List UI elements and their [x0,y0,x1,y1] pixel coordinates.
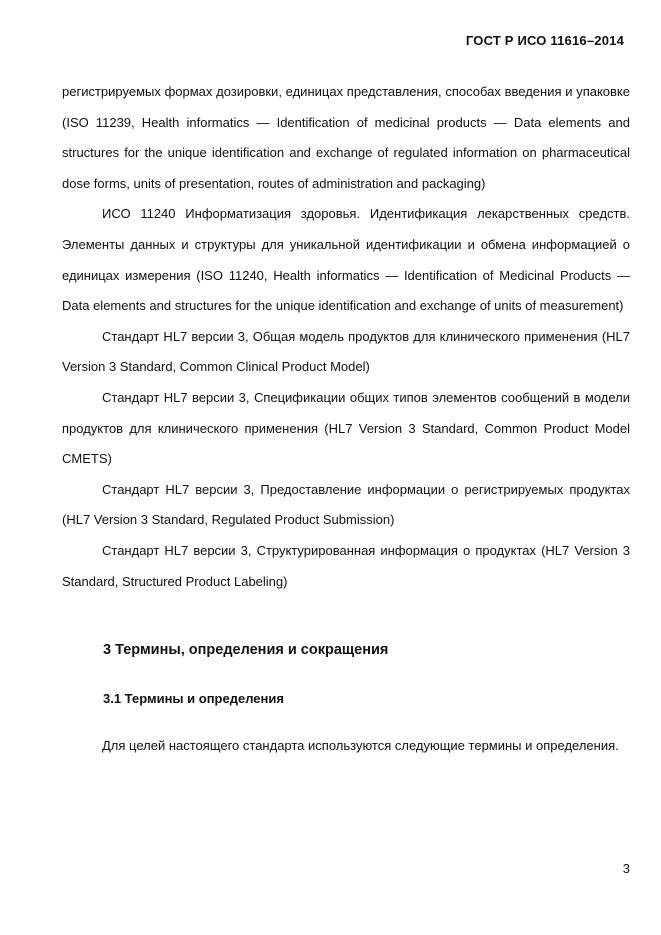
subsection-heading: 3.1 Термины и определения [103,691,284,706]
page-number: 3 [622,861,630,876]
paragraph-hl7-common-clinical-product-model: Стандарт HL7 версии 3, Общая модель продуктов для клинического применения (HL7 Version 3 Standard, Common Clinical Product Model) [62,328,630,375]
normative-references-body [62,77,630,597]
terms-intro-body [62,731,630,761]
paragraph-iso-11240: ИСО 11240 Информатизация здоровья. Идентификация лекарственных средств. Элементы данных и структуры для уникальной идентификации и обмена информацией о единицах измерения (ISO 11240, Health informatics — Identification of Medicinal Products — Data elements and structures for the unique identification and exchange of units of measurement) [62,206,630,314]
paragraph-hl7-regulated-product-submission: Стандарт HL7 версии 3, Предоставление информации о регистрируемых продуктах (HL7 Version 3 Standard, Regulated Product Submission) [62,481,630,528]
standard-header: ГОСТ Р ИСО 11616–2014 [465,33,624,48]
section-heading: 3 Термины, определения и сокращения [103,642,389,658]
paragraph-hl7-structured-product-labeling: Стандарт HL7 версии 3, Структурированная информация о продуктах (HL7 Version 3 Standard, Structured Product Labeling) [62,542,630,589]
paragraph-iso-11239-continuation: регистрируемых формах дозировки, единицах представления, способах введения и упаковке (ISO 11239, Health informatics — Identification of medicinal products — Data elements and structures for the unique identification and exchange of regulated information on pharmaceutical dose forms, units of presentation, routes of administration and packaging) [62,84,630,191]
paragraph-terms-intro: Для целей настоящего стандарта используются следующие термины и определения. [102,738,619,753]
paragraph-hl7-cmets: Стандарт HL7 версии 3, Спецификации общих типов элементов сообщений в модели продуктов для клинического применения (HL7 Version 3 Standard, Common Product Model CMETS) [62,389,630,467]
